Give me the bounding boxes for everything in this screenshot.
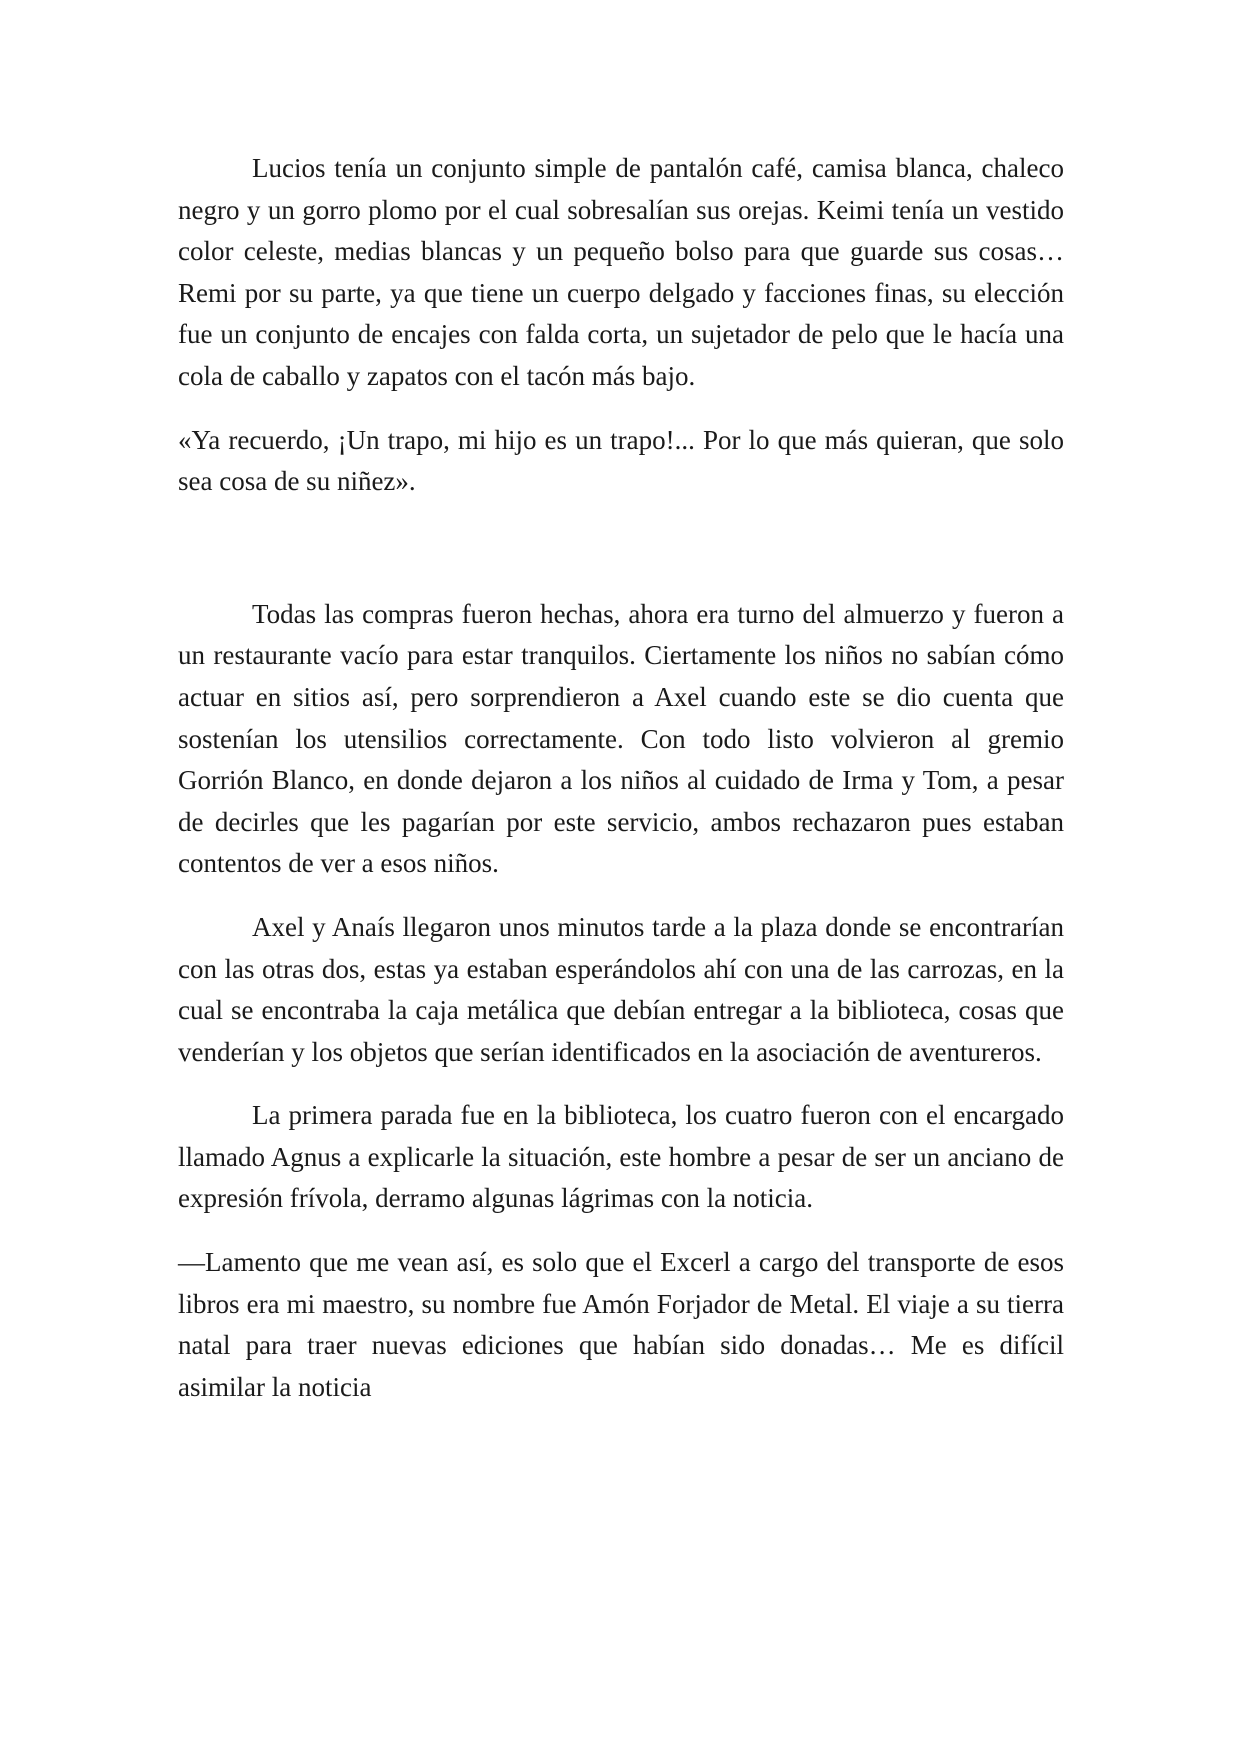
paragraph-library: La primera parada fue en la biblioteca, los cuatro fueron con el encargado llamado Agnus a explicarle la situación, este hombre a pesar de ser un anciano de expresión frívola, derramo algunas lágrimas con la noticia.	[178, 1100, 1064, 1214]
paragraph-shopping-lunch: Todas las compras fueron hechas, ahora era turno del almuerzo y fueron a un restaurante vacío para estar tranquilos. Ciertamente los niños no sabían cómo actuar en sitios así, pero sorprendieron a Axel cuando este se dio cuenta que sostenían los utensilios correctamente. Con todo listo volvieron al gremio Gorrión Blanco, en donde dejaron a los niños al cuidado de Irma y Tom, a pesar de decirles que les pagarían por este servicio, ambos rechazaron pues estaban contentos de ver a esos niños.	[178, 598, 1064, 879]
paragraph-plaza: Axel y Anaís llegaron unos minutos tarde a la plaza donde se encontrarían con las otras dos, estas ya estaban esperándolos ahí con una de las carrozas, en la cual se encontraba la caja metálica que debían entregar a la biblioteca, cosas que venderían y los objetos que serían identificados en la asociación de aventureros.	[178, 911, 1064, 1067]
page-body	[178, 148, 1064, 1408]
paragraph-dialogue: —Lamento que me vean así, es solo que el Excerl a cargo del transporte de esos libros era mi maestro, su nombre fue Amón Forjador de Metal. El viaje a su tierra natal para traer nuevas ediciones que habían sido donadas… Me es difícil asimilar la noticia	[178, 1247, 1064, 1402]
paragraph-outfits: Lucios tenía un conjunto simple de pantalón café, camisa blanca, chaleco negro y un gorro plomo por el cual sobresalían sus orejas. Keimi tenía un vestido color celeste, medias blancas y un pequeño bolso para que guarde sus cosas… Remi por su parte, ya que tiene un cuerpo delgado y facciones finas, su elección fue un conjunto de encajes con falda corta, un sujetador de pelo que le hacía una cola de caballo y zapatos con el tacón más bajo.	[178, 153, 1064, 391]
paragraph-thought: «Ya recuerdo, ¡Un trapo, mi hijo es un trapo!... Por lo que más quieran, que solo sea cosa de su niñez».	[178, 424, 1064, 497]
